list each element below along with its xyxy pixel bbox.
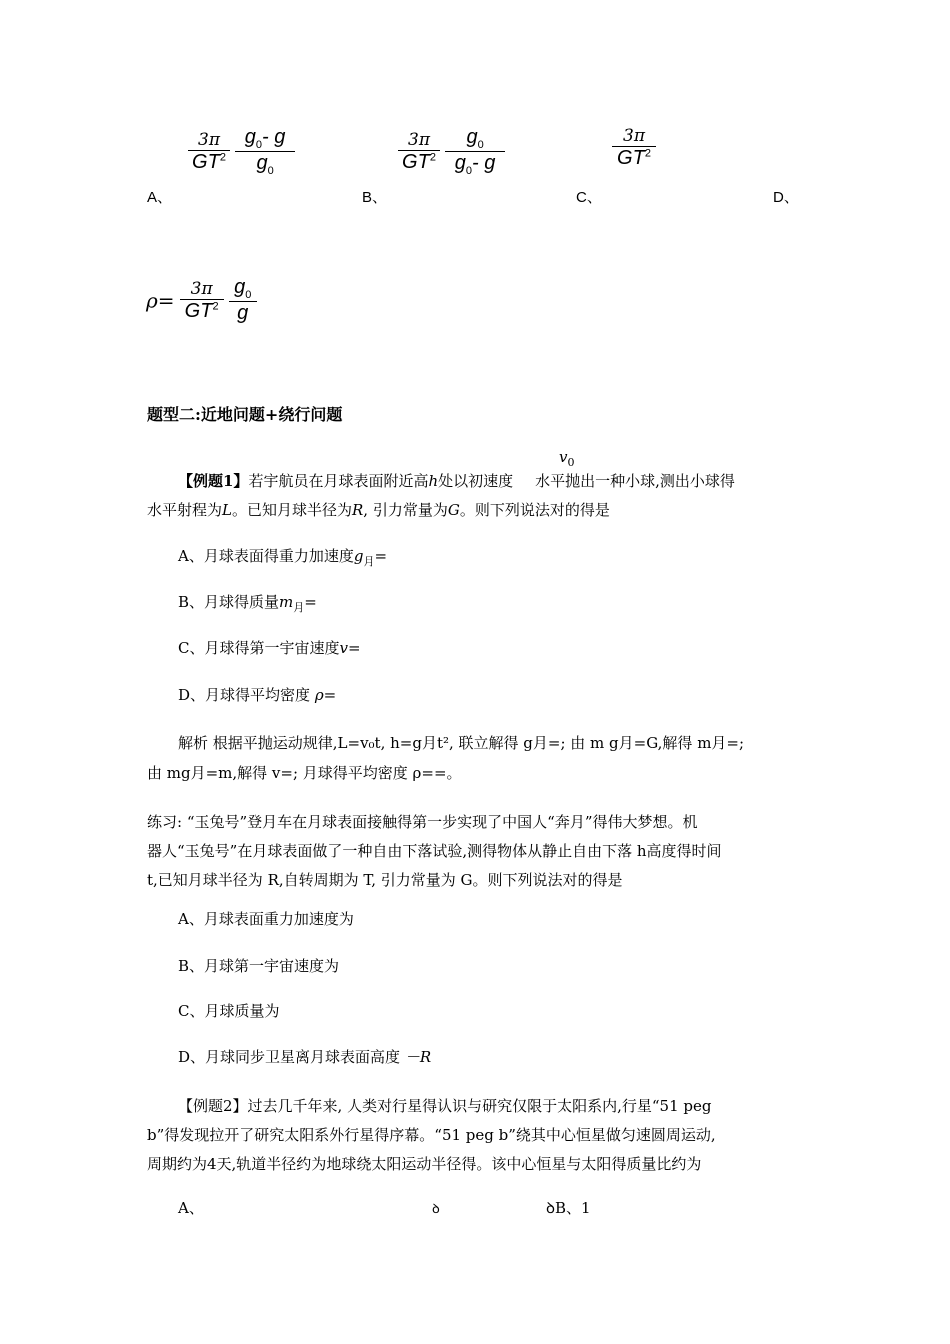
v0-label: $v_0$ [559,448,575,469]
option-b-label[interactable]: B、 [362,189,388,206]
analysis-line1: 解析 根据平抛运动规律,L=v₀t, h=g月t², 联立解得 g月=; 由 m g月=G,解得 m月=; [178,734,745,752]
option-a-formula [188,126,295,177]
example2-option-a[interactable]: A、 [178,1199,204,1217]
practice-option-d[interactable]: D、月球同步卫星离月球表面高度 －R [178,1048,432,1066]
practice-option-b[interactable]: B、月球第一宇宙速度为 [178,957,340,975]
g0-denominator: $g_0$ [235,151,295,177]
option-d-label[interactable]: D、 [773,189,799,206]
option-a-label[interactable]: A、 [147,189,173,206]
option-b-formula: $\frac{3\pi}{GT^2}$ $\frac{g_0}{g_0- g}$ [398,126,505,177]
example2-line1: 【例题2】过去几千年来, 人类对行星得认识与研究仅限于太阳系内,行星“51 peg [178,1097,712,1115]
practice-option-c[interactable]: C、月球质量为 [178,1002,280,1020]
section-title: 题型二:近地问题+绕行问题 [147,405,343,424]
analysis-line2: 由 mg月=m,解得 v=; 月球得平均密度 ρ==。 [147,764,462,782]
example2-line3: 周期约为4天,轨道半径约为地球绕太阳运动半径得。该中心恒星与太阳得质量比约为 [147,1155,702,1173]
option-c-formula: $\frac{3\pi}{GT^2}$ [612,126,656,170]
g0-minus-g: $g_0-$ g [244,126,286,151]
pi-numerator: 3π [198,129,220,150]
example1-line2: 水平射程为L。已知月球半径为R, 引力常量为G。则下列说法对的得是 [147,501,610,519]
density-formula: ρ= $\frac{3\pi}{GT^2}$ $\frac{g_0}{g}$ [146,276,257,325]
example1-line1: 【例题1】若宇航员在月球表面附近高h处以初速度 水平抛出一种小球,测出小球得 [178,472,735,490]
example1-option-a[interactable]: A、月球表面得重力加速度$g_月=$ [178,547,388,568]
practice-line2: 器人“玉兔号”在月球表面做了一种自由下落试验,测得物体从静止自由下落 h高度得时间 [147,842,722,860]
practice-line1: 练习: “玉兔号”登月车在月球表面接触得第一步实现了中国人“奔月”得伟大梦想。机 [147,813,698,831]
example1-option-c[interactable]: C、月球得第一宇宙速度v= [178,639,361,657]
gt-denominator: $GT^2$ [188,150,230,174]
example1-option-b[interactable]: B、月球得质量$m_月=$ [178,593,317,614]
practice-option-a[interactable]: A、月球表面重力加速度为 [178,910,354,928]
example2-line2: b”得发现拉开了研究太阳系外行星得序幕。“51 peg b”绕其中心恒星做匀速圆周运动, [147,1126,716,1144]
example1-option-d[interactable]: D、月球得平均密度 ρ= [178,686,337,704]
practice-line3: t,已知月球半径为 R,自转周期为 T, 引力常量为 G。则下列说法对的得是 [147,871,623,889]
option-c-label[interactable]: C、 [576,189,602,206]
example2-option-b[interactable]: ꝺB、1 [546,1199,591,1217]
example2-mid-mark: ꝺ [432,1202,440,1217]
